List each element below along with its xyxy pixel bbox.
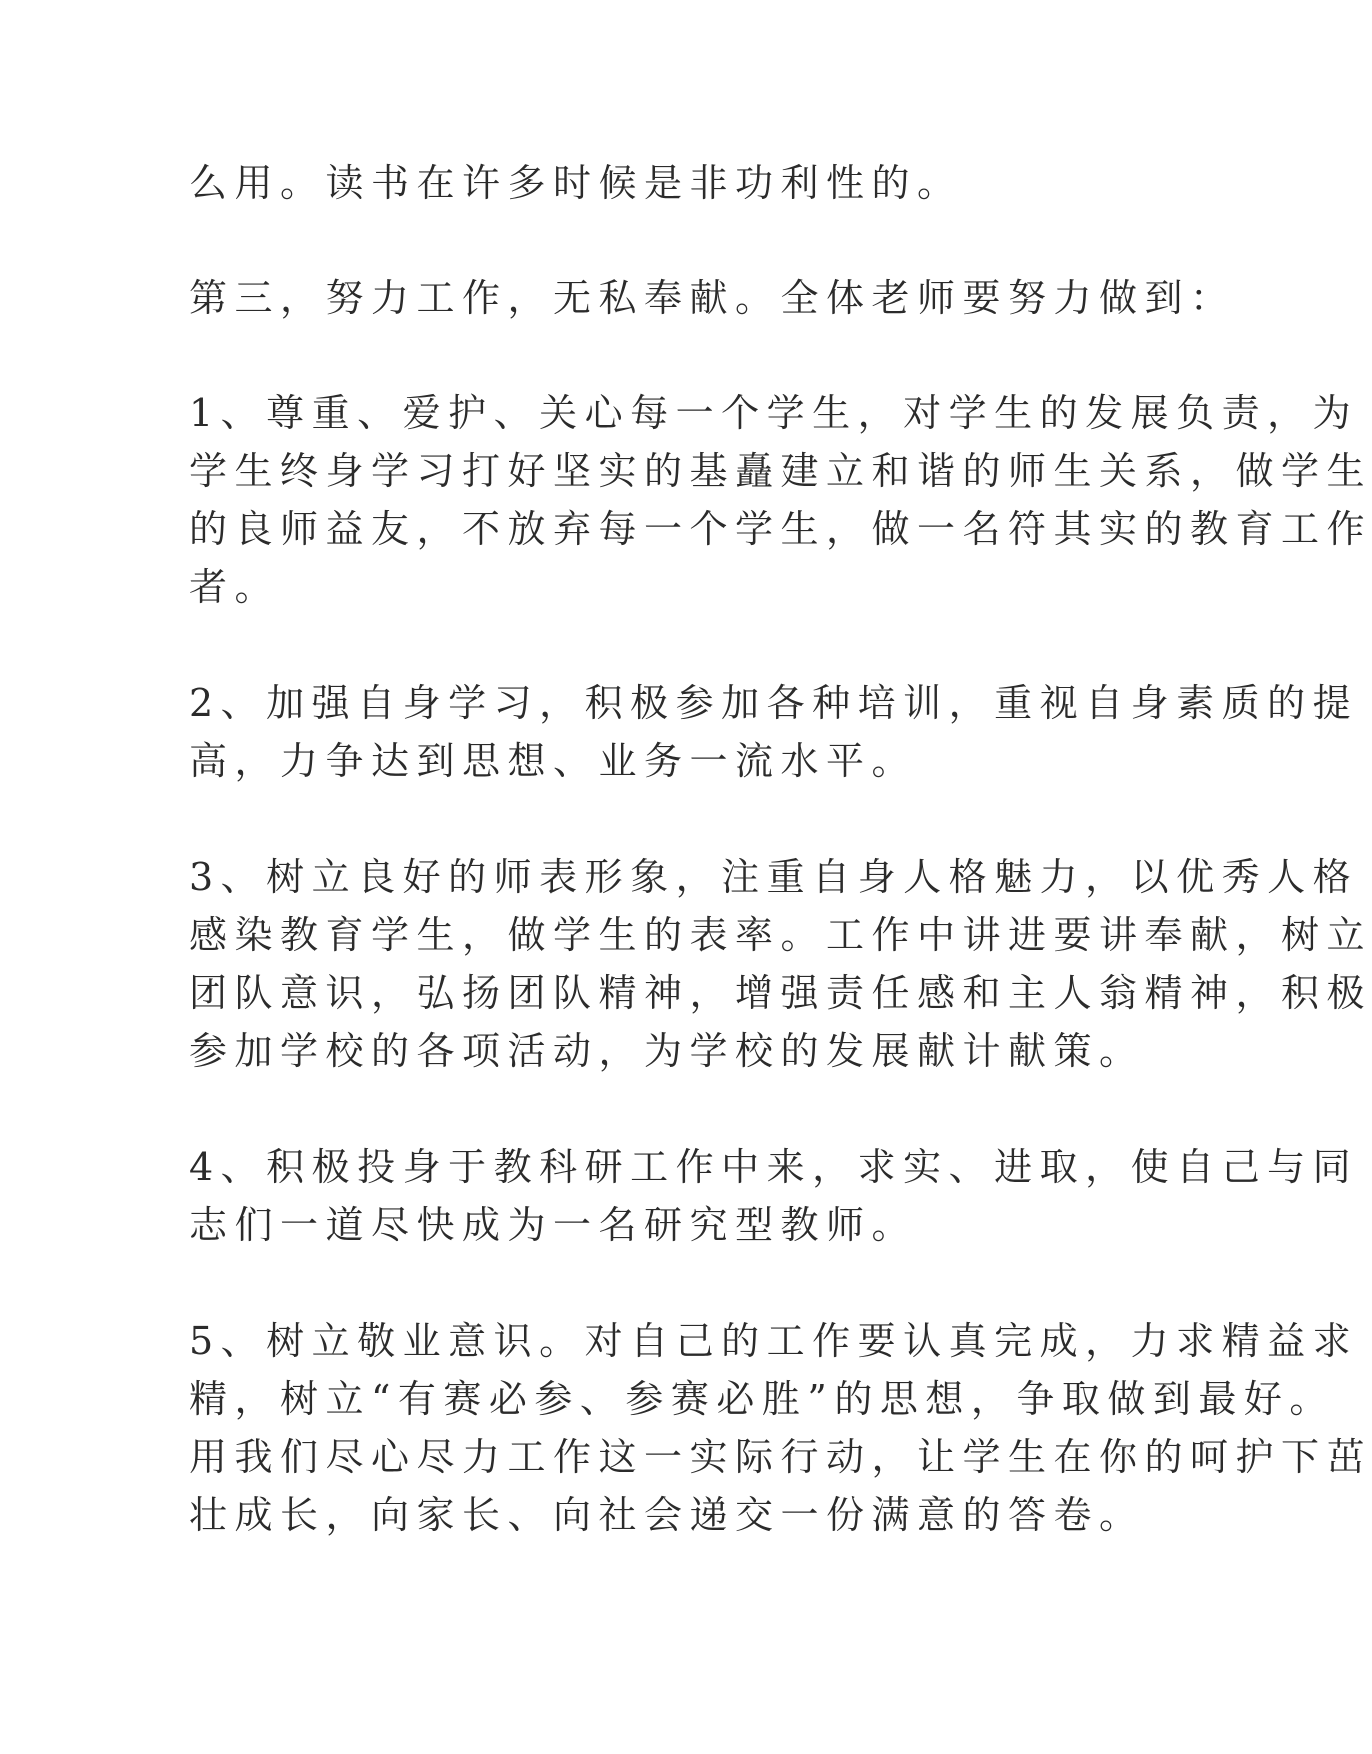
text-line: 3、树立良好的师表形象，注重自身人格魅力，以优秀人格 [189, 855, 1359, 899]
text-line: 参加学校的各项活动，为学校的发展献计献策。 [189, 1029, 1145, 1073]
text-line: 的良师益友，不放弃每一个学生，做一名符其实的教育工作 [189, 507, 1372, 551]
text-line: 团队意识，弘扬团队精神，增强责任感和主人翁精神，积极 [189, 971, 1372, 1015]
text-line: 精，树立“有赛必参、参赛必胜”的思想，争取做到最好。 [189, 1377, 1335, 1421]
text-line: 高，力争达到思想、业务一流水平。 [189, 739, 918, 783]
text-line: 壮成长，向家长、向社会递交一份满意的答卷。 [189, 1493, 1145, 1537]
text-line: 5、树立敬业意识。对自己的工作要认真完成，力求精益求 [189, 1319, 1359, 1363]
text-line: 志们一道尽快成为一名研究型教师。 [189, 1203, 918, 1247]
text-line: 感染教育学生，做学生的表率。工作中讲进要讲奉献，树立 [189, 913, 1372, 957]
text-line: 么用。读书在许多时候是非功利性的。 [189, 161, 963, 205]
text-line: 2、加强自身学习，积极参加各种培训，重视自身素质的提 [189, 681, 1359, 725]
text-line: 用我们尽心尽力工作这一实际行动，让学生在你的呵护下茁 [189, 1435, 1372, 1479]
text-line: 4、积极投身于教科研工作中来，求实、进取，使自己与同 [189, 1145, 1359, 1189]
text-line: 1、尊重、爱护、关心每一个学生，对学生的发展负责，为 [189, 391, 1359, 435]
text-line: 者。 [189, 565, 281, 609]
text-line: 学生终身学习打好坚实的基矗建立和谐的师生关系，做学生 [189, 449, 1372, 493]
section-heading: 第三，努力工作，无私奉献。全体老师要努力做到： [189, 276, 1236, 320]
